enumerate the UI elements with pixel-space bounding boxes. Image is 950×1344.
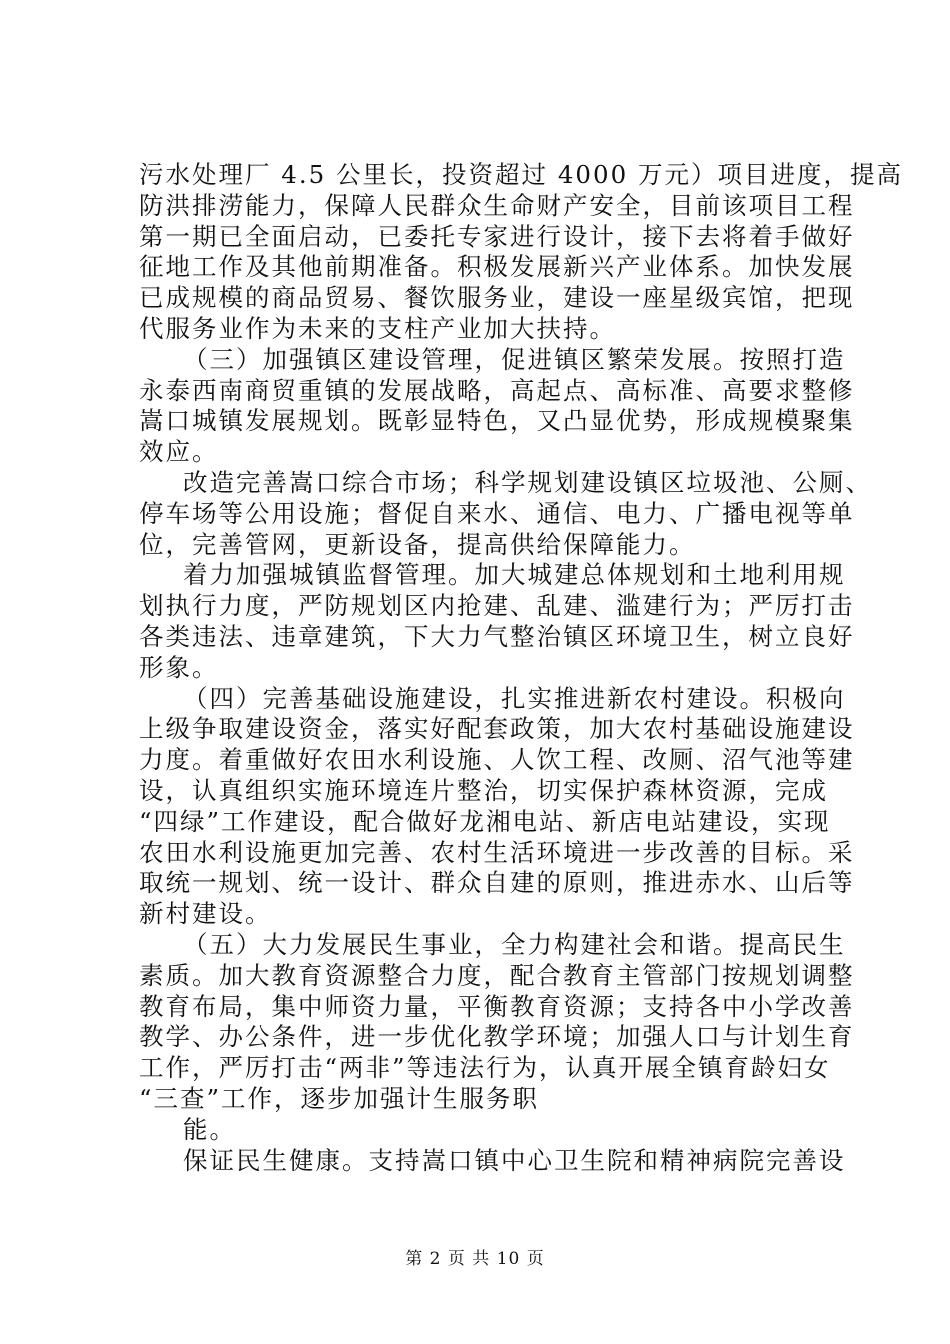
text-line: “四绿”工作建设，配合做好龙湘电站、新店电站建设，实现 [139,806,831,836]
text-line: 教学、办公条件，进一步优化教学环境；加强人口与计划生育 [139,1022,855,1052]
text-line: 已成规模的商品贸易、餐饮服务业，建设一座星级宾馆，把现 [139,283,855,313]
text-line: 教育布局，集中师资力量，平衡教育资源；支持各中小学改善 [139,991,855,1021]
text-line: 嵩口城镇发展规划。既彰显特色，又凸显优势，形成规模聚集 [139,406,855,436]
text-line: 形象。 [139,652,219,682]
text-line: 代服务业作为未来的支柱产业加大扶持。 [139,313,616,343]
text-line: 停车场等公用设施；督促自来水、通信、电力、广播电视等单 [139,498,855,528]
text-line: 农田水利设施更加完善、农村生活环境进一步改善的目标。采 [139,837,855,867]
text-line: 设，认真组织实施环境连片整治，切实保护森林资源，完成 [139,775,828,805]
text-line: 征地工作及其他前期准备。积极发展新兴产业体系。加快发展 [139,252,855,282]
text-line: 保证民生健康。支持嵩口镇中心卫生院和精神病院完善设 [183,1145,846,1175]
text-line: 上级争取建设资金，落实好配套政策，加大农村基础设施建设 [139,714,855,744]
text-line: 划执行力度，严防规划区内抢建、乱建、滥建行为；严厉打击 [139,591,855,621]
text-line: 着力加强城镇监督管理。加大城建总体规划和土地利用规 [183,560,846,590]
text-line: 工作，严厉打击“两非”等违法行为，认真开展全镇育龄妇女 [139,1053,831,1083]
text-line: 位，完善管网，更新设备，提高供给保障能力。 [139,529,696,559]
text-line: （三）加强镇区建设管理，促进镇区繁荣发展。按照打造 [183,344,846,374]
text-line: 取统一规划、统一设计、群众自建的原则，推进赤水、山后等 [139,868,855,898]
text-line: 素质。加大教育资源整合力度，配合教育主管部门按规划调整 [139,960,855,990]
text-line: 改造完善嵩口综合市场；科学规划建设镇区垃圾池、公厕、 [183,467,872,497]
text-line: 力度。着重做好农田水利设施、人饮工程、改厕、沼气池等建 [139,745,855,775]
text-line: 各类违法、违章建筑，下大力气整治镇区环境卫生，树立良好 [139,621,855,651]
text-line: 防洪排涝能力，保障人民群众生命财产安全，目前该项目工程 [139,190,855,220]
text-line: 永泰西南商贸重镇的发展战略，高起点、高标准、高要求整修 [139,375,855,405]
text-line: “三查”工作，逐步加强计生服务职 [139,1083,540,1113]
document-body [139,160,903,1176]
text-line: （四）完善基础设施建设，扎实推进新农村建设。积极向 [183,683,846,713]
text-line: （五）大力发展民生事业，全力构建社会和谐。提高民生 [183,929,846,959]
text-line: 能。 [183,1114,236,1144]
text-line: 新村建设。 [139,899,272,929]
text-line: 第一期已全面启动，已委托专家进行设计，接下去将着手做好 [139,221,855,251]
page-footer: 第 2 页 共 10 页 [405,1249,545,1269]
text-line: 污水处理厂 4.5 公里长，投资超过 4000 万元）项目进度，提高 [139,160,903,189]
text-line: 效应。 [139,437,219,467]
